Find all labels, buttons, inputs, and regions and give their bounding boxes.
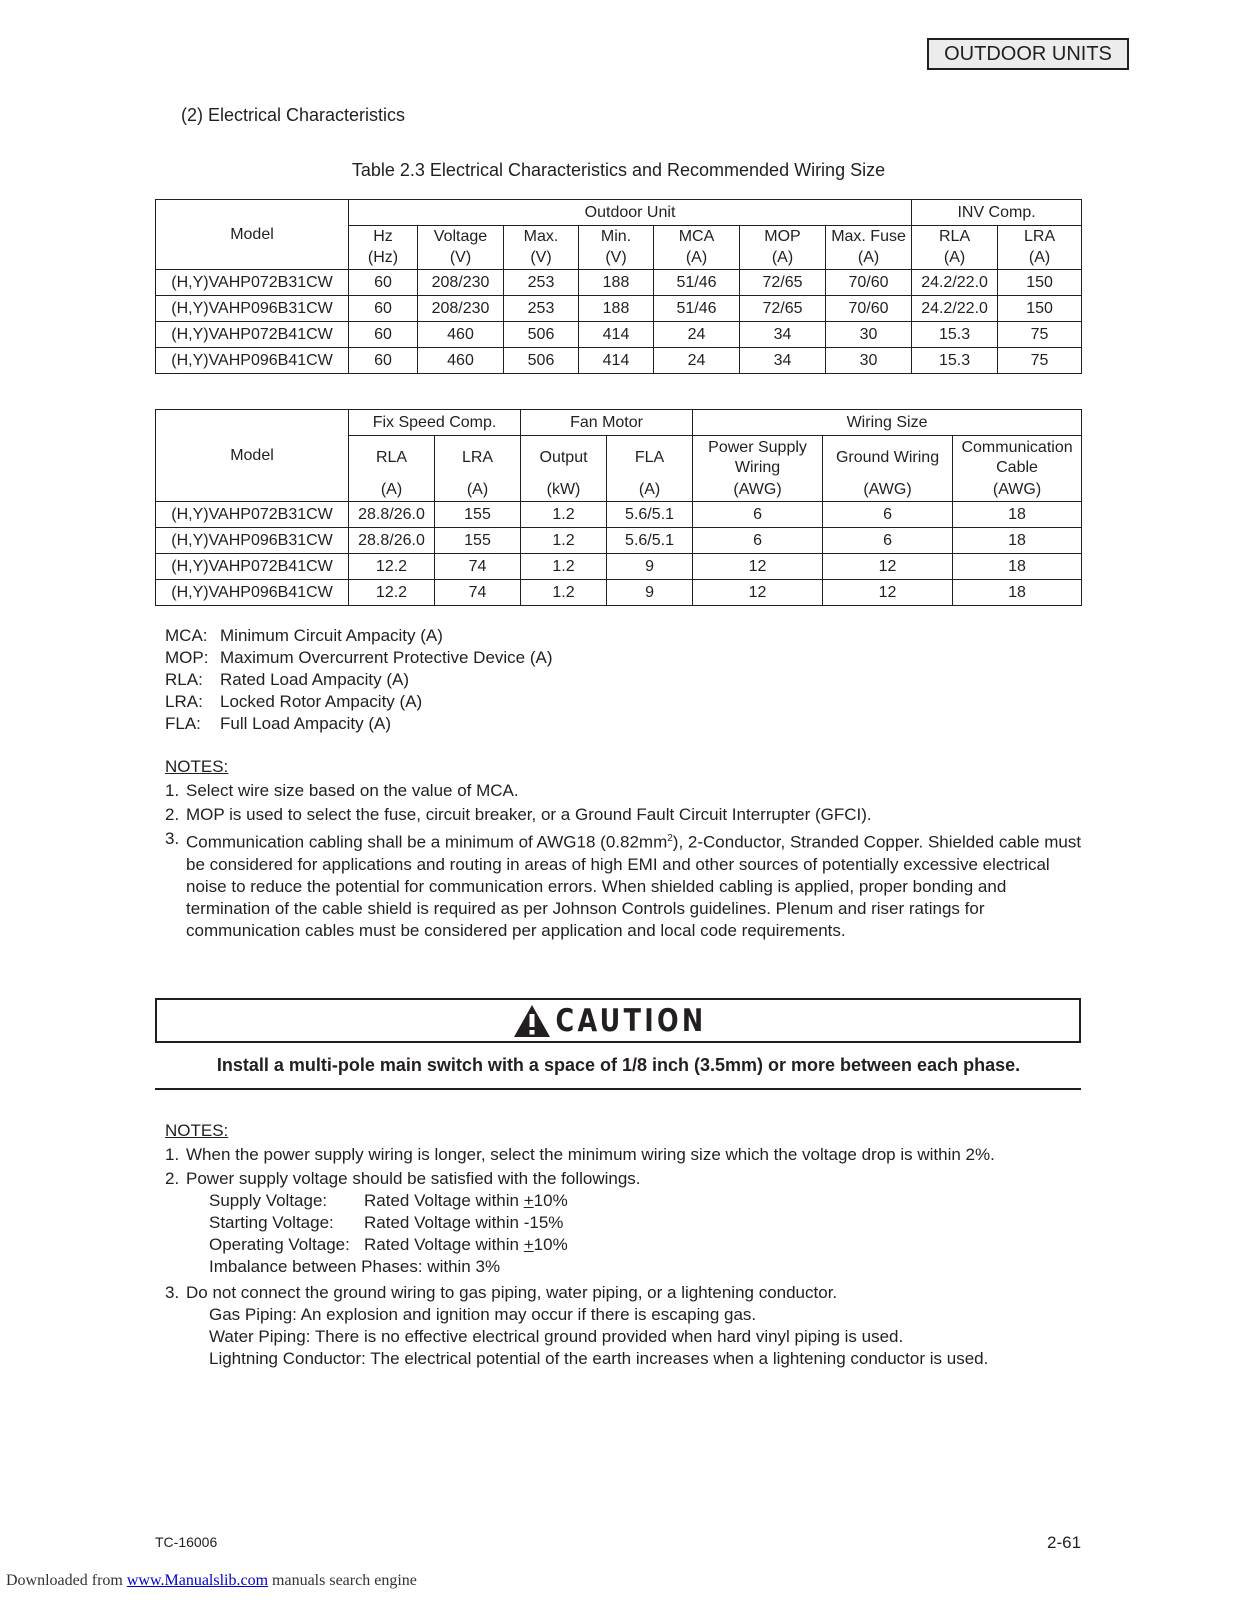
value-cell: 24.2/22.0 (912, 270, 998, 296)
value-cell: 6 (823, 528, 953, 554)
note-text (186, 828, 1085, 942)
document-code: TC-16006 (155, 1534, 218, 1550)
table-row (156, 270, 1082, 296)
abbreviation (165, 625, 553, 647)
note-text-part: Communication cabling shall be a minimum of AWG18 (0.82mm (186, 832, 668, 852)
value-cell: 12 (823, 580, 953, 606)
voltage-label: Supply Voltage: (209, 1191, 328, 1210)
value-cell: 51/46 (654, 270, 740, 296)
col-unit: (A) (654, 248, 740, 270)
value-cell: 24 (654, 322, 740, 348)
note-text-part: ), 2-Conductor, Stranded Copper. Shielded cable must be considered for applications and routing in areas of high EMI and other sources of potentially excessive electrical noise to reduce the potential for communication errors. When shielded cabling is applied, proper bonding and termination of the cable shield is required as per Johnson Controls guidelines. Plenum and riser ratings for communication cables must be considered per application and local code requirements. (186, 832, 1082, 940)
ground-lightning-conductor: Lightning Conductor: The electrical potential of the earth increases when a lightening conductor is used. (209, 1349, 989, 1368)
model-cell: (H,Y)VAHP072B31CW (156, 270, 349, 296)
value-cell: 24 (654, 348, 740, 374)
value-cell: 9 (607, 554, 693, 580)
voltage-imbalance: Imbalance between Phases: within 3% (209, 1257, 501, 1276)
model-cell: (H,Y)VAHP096B41CW (156, 580, 349, 606)
value-cell: 6 (693, 502, 823, 528)
wiring-table (155, 409, 1082, 606)
value-cell: 70/60 (826, 270, 912, 296)
value-cell: 506 (504, 322, 579, 348)
voltage-value: 10% (533, 1191, 568, 1210)
col-name: Max. Fuse (826, 226, 912, 248)
note-item (165, 780, 1085, 802)
group-fix-speed-comp: Fix Speed Comp. (349, 410, 521, 436)
abbr-key: MOP: (165, 648, 209, 667)
value-cell: 414 (579, 348, 654, 374)
note-number: 2. (165, 805, 180, 824)
col-unit: (A) (826, 248, 912, 270)
value-cell: 18 (953, 502, 1082, 528)
note-number: 3. (165, 829, 180, 848)
caution-word: CAUTION (555, 1002, 707, 1039)
abbr-text: Rated Load Ampacity (A) (220, 670, 409, 689)
page-number: 2-61 (1047, 1533, 1082, 1552)
value-cell: 74 (435, 554, 521, 580)
col-unit: (A) (349, 480, 435, 502)
download-note (6, 1572, 417, 1590)
voltage-value: Rated Voltage within (364, 1235, 524, 1254)
value-cell: 12.2 (349, 554, 435, 580)
value-cell: 188 (579, 296, 654, 322)
abbr-key: FLA: (165, 714, 201, 733)
col-line: Communication (961, 438, 1073, 456)
abbr-text: Maximum Overcurrent Protective Device (A) (220, 648, 553, 667)
model-cell: (H,Y)VAHP096B31CW (156, 528, 349, 554)
value-cell: 253 (504, 270, 579, 296)
col-unit: (AWG) (693, 480, 823, 502)
col-line: Cable (996, 458, 1038, 476)
table-row (156, 580, 1082, 606)
model-cell: (H,Y)VAHP096B31CW (156, 296, 349, 322)
value-cell: 28.8/26.0 (349, 528, 435, 554)
col-name: RLA (912, 226, 998, 248)
abbr-key: RLA: (165, 670, 203, 689)
value-cell: 70/60 (826, 296, 912, 322)
col-unit: (A) (435, 480, 521, 502)
value-cell: 1.2 (521, 580, 607, 606)
col-name-communication (953, 436, 1082, 480)
table-row (156, 348, 1082, 374)
section-tag: OUTDOOR UNITS (927, 38, 1129, 70)
col-unit: (Hz) (349, 248, 418, 270)
note-text: When the power supply wiring is longer, select the minimum wiring size which the voltage drop is within 2%. (186, 1145, 995, 1164)
col-name: FLA (607, 436, 693, 480)
col-name: RLA (349, 436, 435, 480)
model-cell: (H,Y)VAHP072B41CW (156, 322, 349, 348)
note-number: 1. (165, 781, 180, 800)
value-cell: 150 (998, 270, 1082, 296)
col-name: Voltage (418, 226, 504, 248)
voltage-operating (165, 1234, 1085, 1256)
abbr-key: LRA: (165, 692, 203, 711)
note-text: Power supply voltage should be satisfied with the followings. (186, 1169, 641, 1188)
value-cell: 12 (693, 580, 823, 606)
note-item (165, 1144, 1085, 1166)
col-line: Power Supply (708, 438, 807, 456)
value-cell: 9 (607, 580, 693, 606)
model-cell: (H,Y)VAHP072B41CW (156, 554, 349, 580)
manualslib-link[interactable]: www.Manualslib.com (126, 1572, 269, 1589)
value-cell: 15.3 (912, 322, 998, 348)
value-cell: 24.2/22.0 (912, 296, 998, 322)
divider (155, 1088, 1081, 1090)
value-cell: 208/230 (418, 270, 504, 296)
group-outdoor-unit: Outdoor Unit (349, 200, 912, 226)
note-item (165, 1168, 1085, 1190)
voltage-label: Starting Voltage: (209, 1213, 334, 1232)
abbreviation (165, 691, 553, 713)
group-wiring-size: Wiring Size (693, 410, 1082, 436)
value-cell: 155 (435, 528, 521, 554)
col-name: LRA (435, 436, 521, 480)
table-row (156, 554, 1082, 580)
table-row (156, 502, 1082, 528)
table-row (156, 296, 1082, 322)
note-item (165, 804, 1085, 826)
value-cell: 12.2 (349, 580, 435, 606)
value-cell: 188 (579, 270, 654, 296)
col-unit: (AWG) (823, 480, 953, 502)
col-unit: (AWG) (953, 480, 1082, 502)
value-cell: 34 (740, 322, 826, 348)
note-text: Do not connect the ground wiring to gas piping, water piping, or a lightening conductor. (186, 1283, 838, 1302)
col-unit: (kW) (521, 480, 607, 502)
col-unit: (A) (740, 248, 826, 270)
col-name-power-supply (693, 436, 823, 480)
value-cell: 5.6/5.1 (607, 502, 693, 528)
voltage-value: Rated Voltage within -15% (364, 1213, 564, 1232)
ground-water-piping: Water Piping: There is no effective electrical ground provided when hard vinyl piping is used. (209, 1327, 904, 1346)
abbreviation-list (165, 625, 553, 735)
ground-gas-piping: Gas Piping: An explosion and ignition may occur if there is escaping gas. (209, 1305, 757, 1324)
value-cell: 75 (998, 322, 1082, 348)
value-cell: 74 (435, 580, 521, 606)
model-header: Model (156, 200, 349, 270)
col-unit: (A) (912, 248, 998, 270)
table-row (156, 322, 1082, 348)
value-cell: 72/65 (740, 296, 826, 322)
voltage-supply (165, 1190, 1085, 1212)
col-unit: (V) (504, 248, 579, 270)
value-cell: 12 (693, 554, 823, 580)
value-cell: 51/46 (654, 296, 740, 322)
value-cell: 18 (953, 580, 1082, 606)
caution-text: Install a multi-pole main switch with a space of 1/8 inch (3.5mm) or more between each phase. (216, 1055, 1021, 1075)
col-name: Output (521, 436, 607, 480)
voltage-value: Rated Voltage within (364, 1191, 524, 1210)
abbr-text: Minimum Circuit Ampacity (A) (220, 626, 443, 645)
plus-minus-sign: + (523, 1191, 534, 1210)
col-name: MCA (654, 226, 740, 248)
value-cell: 30 (826, 322, 912, 348)
group-inv-comp: INV Comp. (912, 200, 1082, 226)
value-cell: 155 (435, 502, 521, 528)
voltage-starting (165, 1212, 1085, 1234)
abbr-key: MCA: (165, 626, 208, 645)
note-number: 2. (165, 1169, 180, 1188)
value-cell: 150 (998, 296, 1082, 322)
col-unit: (A) (998, 248, 1082, 270)
warning-triangle-icon (513, 1004, 551, 1038)
abbreviation (165, 647, 553, 669)
voltage-label: Operating Voltage: (209, 1235, 350, 1254)
note-text: Select wire size based on the value of MCA. (186, 781, 519, 800)
value-cell: 18 (953, 554, 1082, 580)
value-cell: 75 (998, 348, 1082, 374)
col-name: Min. (579, 226, 654, 248)
col-unit: (V) (418, 248, 504, 270)
model-cell: (H,Y)VAHP072B31CW (156, 502, 349, 528)
value-cell: 460 (418, 348, 504, 374)
electrical-table (155, 199, 1082, 374)
abbr-text: Full Load Ampacity (A) (220, 714, 392, 733)
section-heading: (2) Electrical Characteristics (181, 105, 406, 125)
plus-minus-sign: + (523, 1235, 534, 1254)
value-cell: 60 (349, 348, 418, 374)
group-fan-motor: Fan Motor (521, 410, 693, 436)
value-cell: 15.3 (912, 348, 998, 374)
note-item (165, 1282, 1085, 1304)
table-caption: Table 2.3 Electrical Characteristics and Recommended Wiring Size (351, 160, 886, 180)
value-cell: 1.2 (521, 502, 607, 528)
value-cell: 208/230 (418, 296, 504, 322)
value-cell: 6 (693, 528, 823, 554)
value-cell: 253 (504, 296, 579, 322)
value-cell: 72/65 (740, 270, 826, 296)
col-name: LRA (998, 226, 1082, 248)
value-cell: 1.2 (521, 528, 607, 554)
value-cell: 12 (823, 554, 953, 580)
notes-title: NOTES: (165, 1121, 229, 1140)
notes-block (165, 1120, 1085, 1370)
col-line: Wiring (734, 458, 781, 476)
download-prefix: Downloaded from (6, 1572, 127, 1589)
model-header: Model (156, 410, 349, 502)
superscript: 2 (667, 833, 673, 844)
value-cell: 506 (504, 348, 579, 374)
col-name: Ground Wiring (823, 436, 953, 480)
col-name: Hz (349, 226, 418, 248)
abbr-text: Locked Rotor Ampacity (A) (220, 692, 423, 711)
value-cell: 18 (953, 528, 1082, 554)
value-cell: 60 (349, 270, 418, 296)
note-number: 3. (165, 1283, 180, 1302)
value-cell: 28.8/26.0 (349, 502, 435, 528)
note-item (165, 828, 1085, 942)
notes-title: NOTES: (165, 757, 229, 776)
voltage-value: 10% (533, 1235, 568, 1254)
model-cell: (H,Y)VAHP096B41CW (156, 348, 349, 374)
col-unit: (V) (579, 248, 654, 270)
col-unit: (A) (607, 480, 693, 502)
value-cell: 6 (823, 502, 953, 528)
notes-block (165, 756, 1085, 942)
download-suffix: manuals search engine (268, 1572, 417, 1589)
value-cell: 5.6/5.1 (607, 528, 693, 554)
note-number: 1. (165, 1145, 180, 1164)
value-cell: 60 (349, 322, 418, 348)
table-row (156, 528, 1082, 554)
note-text: MOP is used to select the fuse, circuit breaker, or a Ground Fault Circuit Interrupter (GFCI). (186, 805, 872, 824)
caution-banner (155, 998, 1081, 1043)
col-name: Max. (504, 226, 579, 248)
value-cell: 30 (826, 348, 912, 374)
value-cell: 414 (579, 322, 654, 348)
value-cell: 460 (418, 322, 504, 348)
value-cell: 60 (349, 296, 418, 322)
abbreviation (165, 713, 553, 735)
col-name: MOP (740, 226, 826, 248)
value-cell: 34 (740, 348, 826, 374)
value-cell: 1.2 (521, 554, 607, 580)
abbreviation (165, 669, 553, 691)
